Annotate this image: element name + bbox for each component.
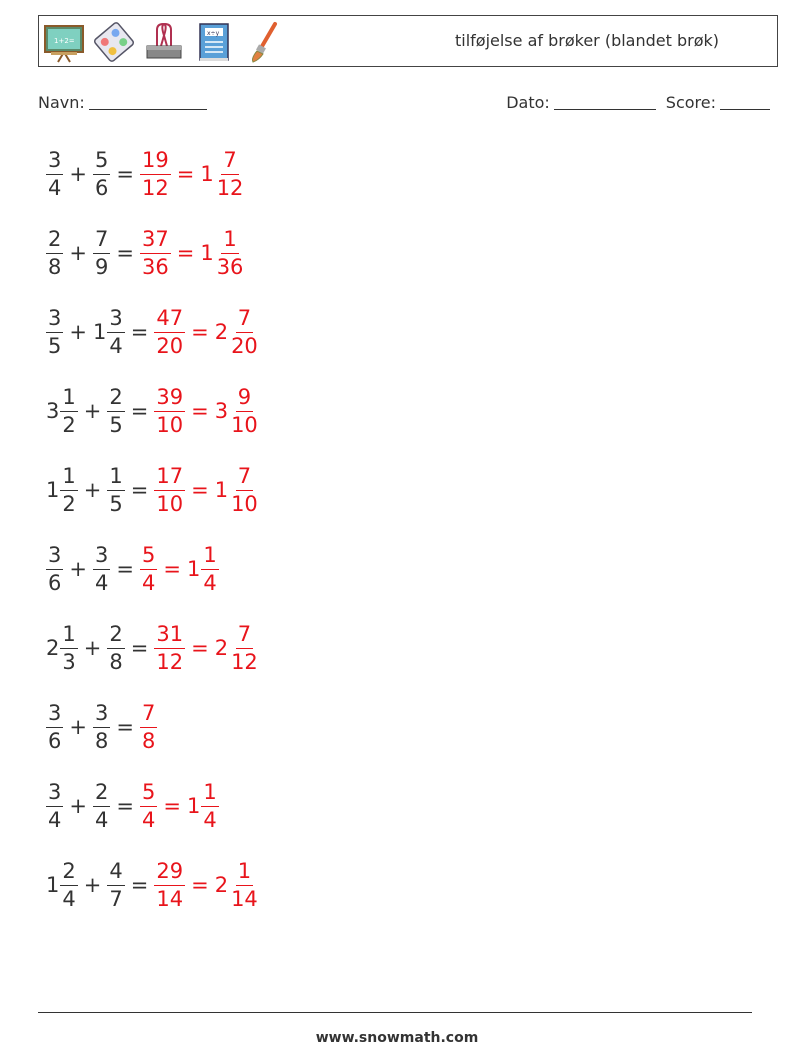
- problem-row: [46, 459, 260, 521]
- denominator: 4: [141, 807, 156, 832]
- numerator: 1: [107, 466, 124, 491]
- footer-divider: [38, 1012, 752, 1013]
- answer: [154, 621, 259, 674]
- fraction: [229, 384, 260, 437]
- plus-sign: +: [69, 794, 87, 818]
- fraction: [60, 858, 77, 911]
- equals-sign: =: [116, 241, 134, 265]
- denominator: 6: [48, 570, 62, 595]
- addend-1: [46, 305, 63, 358]
- denominator: 4: [203, 570, 217, 595]
- mixed-number-answer: [200, 147, 245, 200]
- denominator: 2: [62, 412, 76, 437]
- numerator: 1: [221, 229, 238, 254]
- problem-row: [46, 143, 245, 205]
- svg-text:1+2=: 1+2=: [54, 37, 75, 45]
- fraction: [229, 305, 260, 358]
- name-label: Navn:: [38, 93, 85, 112]
- improper-fraction-answer: [140, 542, 157, 595]
- numerator: 3: [46, 703, 63, 728]
- worksheet-header: [38, 15, 778, 67]
- equals-sign: =: [116, 794, 134, 818]
- denominator: 14: [156, 886, 184, 911]
- answer: [140, 226, 245, 279]
- addend-2: [93, 779, 110, 832]
- numerator: 39: [154, 387, 185, 412]
- improper-fraction-answer: [140, 147, 171, 200]
- numerator: 1: [60, 624, 77, 649]
- denominator: 7: [109, 886, 123, 911]
- addend-1: [46, 463, 78, 516]
- numerator: 3: [46, 150, 63, 175]
- fraction: [154, 621, 185, 674]
- fraction: [154, 305, 185, 358]
- equals-sign: =: [176, 162, 195, 186]
- problem-row: [46, 380, 260, 442]
- addend-1: [46, 621, 78, 674]
- fraction: [46, 779, 63, 832]
- improper-fraction-answer: [154, 463, 185, 516]
- footer-url: www.snowmath.com: [315, 1030, 479, 1046]
- denominator: 36: [216, 254, 244, 279]
- denominator: 12: [231, 649, 258, 674]
- improper-fraction-answer: [154, 384, 185, 437]
- whole-number: 1: [46, 478, 60, 502]
- plus-sign: +: [69, 241, 87, 265]
- answer: [140, 779, 219, 832]
- fraction: [93, 147, 110, 200]
- equals-sign: =: [116, 162, 134, 186]
- numerator: 1: [60, 466, 77, 491]
- denominator: 12: [141, 175, 169, 200]
- denominator: 6: [48, 728, 62, 753]
- numerator: 4: [107, 861, 124, 886]
- numerator: 5: [140, 545, 157, 570]
- addend-2: [93, 226, 110, 279]
- plus-sign: +: [69, 715, 87, 739]
- answer: [140, 147, 245, 200]
- addend-1: [46, 700, 63, 753]
- header-icons: [43, 20, 285, 64]
- fraction: [140, 147, 171, 200]
- denominator: 10: [231, 412, 258, 437]
- whole-number: 3: [214, 399, 229, 423]
- addend-1: [46, 226, 63, 279]
- fraction: [107, 305, 124, 358]
- denominator: 20: [156, 333, 184, 358]
- fraction: [154, 463, 185, 516]
- numerator: 1: [201, 545, 218, 570]
- equals-sign: =: [191, 478, 209, 502]
- numerator: 7: [236, 624, 253, 649]
- denominator: 36: [141, 254, 169, 279]
- equals-sign: =: [191, 636, 209, 660]
- denominator: 12: [216, 175, 244, 200]
- improper-fraction-answer: [154, 858, 185, 911]
- name-field: [38, 93, 207, 112]
- numerator: 2: [93, 782, 110, 807]
- score-label: Score:: [665, 93, 716, 112]
- denominator: 8: [109, 649, 123, 674]
- whole-number: 1: [200, 162, 214, 186]
- equals-sign: =: [130, 399, 149, 423]
- plus-sign: +: [69, 162, 87, 186]
- denominator: 4: [109, 333, 123, 358]
- fraction: [60, 463, 77, 516]
- numerator: 31: [154, 624, 185, 649]
- mixed-number-answer: [214, 858, 260, 911]
- numerator: 19: [140, 150, 171, 175]
- svg-text:x÷y: x÷y: [207, 30, 220, 37]
- whole-number: 1: [92, 320, 107, 344]
- denominator: 4: [94, 807, 109, 832]
- answer: [154, 384, 259, 437]
- fraction: [154, 384, 185, 437]
- fraction: [215, 147, 246, 200]
- chalkboard-icon: [43, 20, 85, 64]
- plus-sign: +: [83, 873, 102, 897]
- addend-2: [93, 542, 110, 595]
- mixed-number-answer: [186, 779, 219, 832]
- denominator: 8: [94, 728, 109, 753]
- whole-number: 1: [200, 241, 214, 265]
- fraction: [93, 542, 110, 595]
- equals-sign: =: [176, 241, 195, 265]
- numerator: 29: [154, 861, 185, 886]
- numerator: 2: [107, 624, 124, 649]
- fraction: [140, 226, 171, 279]
- plus-sign: +: [83, 399, 102, 423]
- whole-number: 1: [186, 794, 201, 818]
- denominator: 4: [48, 175, 62, 200]
- fraction: [46, 226, 63, 279]
- denominator: 5: [48, 333, 62, 358]
- mixed-number-answer: [186, 542, 219, 595]
- whole-number: 3: [46, 399, 60, 423]
- fraction: [107, 621, 124, 674]
- numerator: 3: [46, 782, 63, 807]
- denominator: 4: [94, 570, 109, 595]
- denominator: 4: [48, 807, 62, 832]
- equals-sign: =: [130, 873, 149, 897]
- whole-number: 1: [186, 557, 201, 581]
- denominator: 5: [109, 412, 123, 437]
- numerator: 7: [236, 466, 253, 491]
- problem-row: [46, 854, 260, 916]
- numerator: 5: [140, 782, 157, 807]
- improper-fraction-answer: [140, 700, 157, 753]
- mixed-number-answer: [214, 305, 260, 358]
- numerator: 9: [236, 387, 253, 412]
- improper-fraction-answer: [140, 779, 157, 832]
- addend-1: [46, 384, 78, 437]
- fraction: [215, 226, 246, 279]
- equals-sign: =: [163, 794, 181, 818]
- improper-fraction-answer: [154, 621, 185, 674]
- problem-row: [46, 301, 260, 363]
- fraction: [229, 463, 260, 516]
- addend-2: [92, 305, 125, 358]
- numerator: 7: [140, 703, 157, 728]
- equals-sign: =: [191, 873, 209, 897]
- addend-1: [46, 147, 63, 200]
- numerator: 7: [93, 229, 110, 254]
- denominator: 10: [231, 491, 258, 516]
- denominator: 5: [109, 491, 123, 516]
- denominator: 12: [156, 649, 184, 674]
- math-book-icon: [193, 20, 235, 64]
- fraction: [46, 700, 63, 753]
- numerator: 2: [107, 387, 124, 412]
- denominator: 9: [94, 254, 109, 279]
- addend-2: [107, 463, 124, 516]
- whole-number: 2: [214, 636, 229, 660]
- denominator: 10: [156, 412, 184, 437]
- addend-2: [93, 700, 110, 753]
- fraction: [93, 226, 110, 279]
- paintbrush-icon: [243, 20, 285, 64]
- problem-row: [46, 538, 219, 600]
- fraction: [46, 542, 63, 595]
- date-blank[interactable]: [554, 95, 656, 110]
- problem-row: [46, 617, 260, 679]
- denominator: 6: [94, 175, 109, 200]
- denominator: 4: [141, 570, 156, 595]
- date-score-fields: [506, 93, 770, 112]
- fraction: [201, 542, 218, 595]
- problem-row: [46, 775, 219, 837]
- numerator: 47: [154, 308, 185, 333]
- addend-2: [107, 858, 124, 911]
- answer: [154, 858, 259, 911]
- paint-palette-icon: [93, 20, 135, 64]
- fraction: [140, 779, 157, 832]
- fraction: [93, 779, 110, 832]
- binder-clip-icon: [143, 20, 185, 64]
- fraction: [60, 384, 77, 437]
- fraction: [107, 463, 124, 516]
- improper-fraction-answer: [140, 226, 171, 279]
- equals-sign: =: [130, 320, 149, 344]
- name-blank[interactable]: [89, 95, 207, 110]
- mixed-number-answer: [214, 621, 260, 674]
- fraction: [140, 542, 157, 595]
- fraction: [107, 384, 124, 437]
- equals-sign: =: [130, 478, 149, 502]
- numerator: 7: [221, 150, 238, 175]
- denominator: 14: [231, 886, 258, 911]
- fraction: [107, 858, 124, 911]
- answer: [154, 305, 259, 358]
- equals-sign: =: [163, 557, 181, 581]
- denominator: 4: [203, 807, 217, 832]
- whole-number: 2: [214, 873, 229, 897]
- numerator: 3: [46, 545, 63, 570]
- mixed-number-answer: [214, 384, 260, 437]
- whole-number: 1: [46, 873, 60, 897]
- denominator: 20: [231, 333, 258, 358]
- addend-2: [93, 147, 110, 200]
- addend-2: [107, 621, 124, 674]
- improper-fraction-answer: [154, 305, 185, 358]
- problem-row: [46, 696, 157, 758]
- numerator: 1: [60, 387, 77, 412]
- fraction: [201, 779, 218, 832]
- denominator: 8: [141, 728, 156, 753]
- equals-sign: =: [116, 557, 134, 581]
- fraction: [140, 700, 157, 753]
- plus-sign: +: [83, 478, 102, 502]
- addend-1: [46, 858, 78, 911]
- numerator: 37: [140, 229, 171, 254]
- numerator: 1: [201, 782, 218, 807]
- date-label: Dato:: [506, 93, 550, 112]
- plus-sign: +: [83, 636, 102, 660]
- numerator: 3: [93, 545, 110, 570]
- plus-sign: +: [69, 557, 87, 581]
- numerator: 2: [46, 229, 63, 254]
- fraction: [60, 621, 77, 674]
- answer: [140, 542, 219, 595]
- denominator: 3: [62, 649, 76, 674]
- denominator: 10: [156, 491, 184, 516]
- plus-sign: +: [69, 320, 87, 344]
- denominator: 4: [62, 886, 76, 911]
- numerator: 2: [60, 861, 77, 886]
- whole-number: 1: [214, 478, 229, 502]
- addend-1: [46, 779, 63, 832]
- fraction: [154, 858, 185, 911]
- fraction: [93, 700, 110, 753]
- fraction: [229, 621, 260, 674]
- fraction: [229, 858, 260, 911]
- denominator: 2: [62, 491, 76, 516]
- mixed-number-answer: [214, 463, 260, 516]
- mixed-number-answer: [200, 226, 245, 279]
- answer: [140, 700, 157, 753]
- whole-number: 2: [214, 320, 229, 344]
- addend-2: [107, 384, 124, 437]
- answer: [154, 463, 259, 516]
- denominator: 8: [48, 254, 62, 279]
- whole-number: 2: [46, 636, 60, 660]
- equals-sign: =: [191, 399, 209, 423]
- problem-row: [46, 222, 245, 284]
- numerator: 3: [93, 703, 110, 728]
- addend-1: [46, 542, 63, 595]
- numerator: 17: [154, 466, 185, 491]
- equals-sign: =: [116, 715, 134, 739]
- score-blank[interactable]: [720, 95, 770, 110]
- numerator: 5: [93, 150, 110, 175]
- worksheet-title: tilføjelse af brøker (blandet brøk): [454, 31, 719, 50]
- fraction: [46, 305, 63, 358]
- fraction: [46, 147, 63, 200]
- equals-sign: =: [191, 320, 209, 344]
- numerator: 3: [46, 308, 63, 333]
- equals-sign: =: [130, 636, 149, 660]
- numerator: 7: [236, 308, 253, 333]
- numerator: 1: [236, 861, 253, 886]
- numerator: 3: [107, 308, 124, 333]
